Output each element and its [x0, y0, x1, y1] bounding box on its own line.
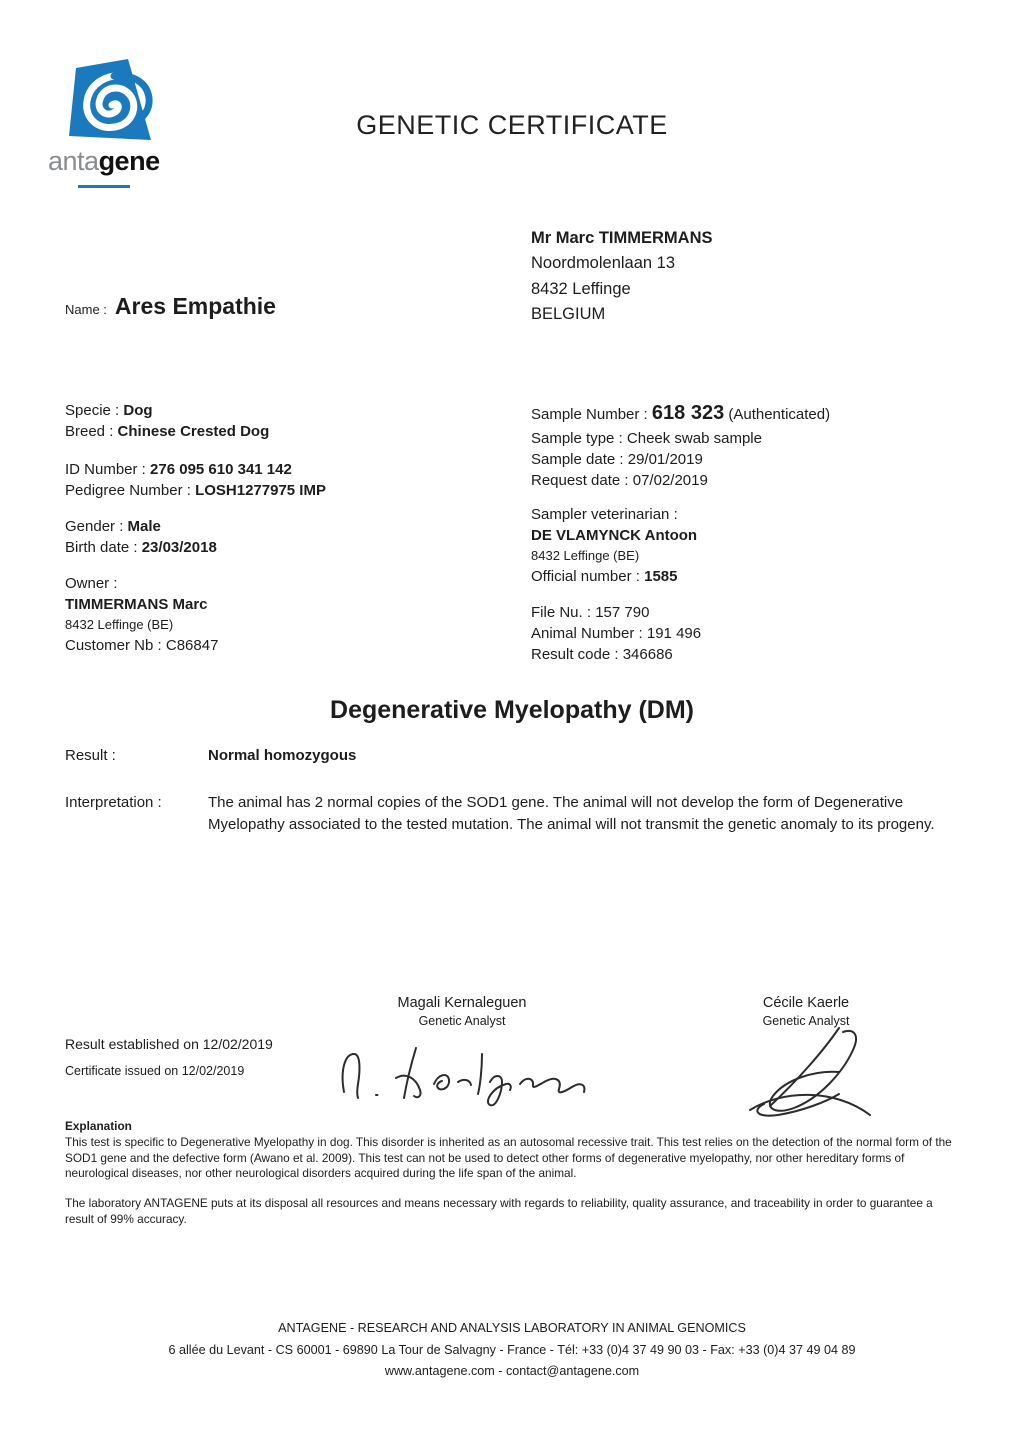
vet-city: 8432 Leffinge (BE) [531, 548, 640, 563]
owner-city-row [65, 615, 326, 635]
wordmark-gene: gene [98, 146, 160, 176]
customer-label: Customer Nb : [65, 637, 162, 654]
vet-name-row [531, 525, 830, 546]
vet-label: Sampler veterinarian : [531, 506, 678, 523]
analyst-1 [337, 995, 587, 1028]
birth-date-row [65, 537, 326, 558]
footer-address: 6 allée du Levant - CS 60001 - 69890 La Tour de Salvagny - France - Tél: +33 (0)4 37 49 90 03 - Fax: +33 (0)4 37 49 04 89 [168, 1342, 856, 1357]
sample-type-value: Cheek swab sample [626, 430, 762, 447]
request-date-label: Request date : [531, 472, 629, 489]
sample-authenticated: (Authenticated) [728, 406, 831, 423]
sample-number-row [531, 400, 830, 428]
file-number-value: 157 790 [595, 604, 650, 621]
recipient-city: 8432 Leffinge [531, 279, 631, 298]
explanation-paragraph-1: This test is specific to Degenerative Myelopathy in dog. This disorder is inherited as an autosomal recessive trait. This test relies on the detection of the normal form of the SOD1 gene and the defective form (Awano et al. 2009). This test can not be used to detect other forms of degenerative myelopathy, nor other hereditary forms of neurological diseases, nor other neurological disorders acquired during the life span of the animal. [65, 1134, 952, 1181]
footer [0, 1318, 1024, 1383]
sample-type-row [531, 428, 830, 449]
owner-name-row [65, 594, 326, 615]
antagene-wordmark [48, 146, 160, 177]
birth-date-value: 23/03/2018 [141, 539, 217, 556]
customer-value: C86847 [165, 637, 219, 654]
specie-label: Specie : [65, 402, 120, 419]
official-number-label: Official number : [531, 568, 640, 585]
interpretation-label: Interpretation : [65, 794, 162, 811]
sample-date-row [531, 449, 830, 470]
footer-lab-name: ANTAGENE - RESEARCH AND ANALYSIS LABORATORY IN ANIMAL GENOMICS [278, 1321, 746, 1335]
interpretation-text: The animal has 2 normal copies of the SOD1 gene. The animal will not develop the form of Degenerative Myelopathy associated to the tested mutation. The animal will not transmit the genetic anomaly to its progeny. [208, 794, 935, 833]
specie-value: Dog [123, 402, 153, 419]
vet-city-row [531, 546, 830, 566]
birth-date-label: Birth date : [65, 539, 138, 556]
wordmark-anta: anta [48, 146, 99, 176]
id-number-row [65, 459, 326, 480]
certificate-dates [65, 1036, 273, 1078]
recipient-address [531, 226, 713, 327]
recipient-name: Mr Marc TIMMERMANS [531, 229, 713, 247]
footer-contact: www.antagene.com - contact@antagene.com [384, 1364, 640, 1378]
vet-name: DE VLAMYNCK Antoon [531, 527, 698, 544]
request-date-value: 07/02/2019 [632, 472, 708, 489]
gender-row [65, 516, 326, 537]
result-value: Normal homozygous [208, 747, 357, 764]
vet-label-row [531, 504, 830, 525]
sample-date-label: Sample date : [531, 451, 624, 468]
animal-number-label: Animal Number : [531, 625, 643, 642]
result-code-value: 346686 [622, 646, 673, 663]
analyst-2-name: Cécile Kaerle [762, 995, 850, 1011]
result-code-label: Result code : [531, 646, 619, 663]
sample-number-value: 618 323 [651, 402, 725, 424]
analyst-2-signature [742, 1022, 887, 1117]
animal-number-row [531, 623, 830, 644]
explanation-section [65, 1119, 960, 1228]
id-number-label: ID Number : [65, 461, 146, 478]
file-number-row [531, 602, 830, 623]
result-row [65, 747, 356, 764]
document-title: GENETIC CERTIFICATE [356, 110, 668, 140]
explanation-heading: Explanation [65, 1119, 132, 1133]
name-label: Name : [65, 302, 107, 317]
breed-label: Breed : [65, 423, 114, 440]
analyst-1-signature [330, 1032, 600, 1110]
sample-number-label: Sample Number : [531, 406, 648, 423]
sample-details [531, 400, 830, 665]
recipient-street: Noordmolenlaan 13 [531, 254, 676, 273]
owner-city: 8432 Leffinge (BE) [65, 617, 174, 632]
file-number-label: File Nu. : [531, 604, 592, 621]
animal-name: Ares Empathie [114, 293, 276, 319]
gender-value: Male [127, 518, 161, 535]
certificate-issued-date: Certificate issued on 12/02/2019 [65, 1064, 245, 1078]
antagene-spiral-icon [52, 56, 172, 156]
breed-row [65, 421, 326, 442]
breed-value: Chinese Crested Dog [117, 423, 270, 440]
test-title: Degenerative Myelopathy (DM) [330, 696, 694, 724]
explanation-paragraph-2: The laboratory ANTAGENE puts at its disposal all resources and means necessary with regards to reliability, quality assurance, and traceability in order to guarantee a result of 99% accuracy. [65, 1196, 933, 1226]
result-code-row [531, 644, 830, 665]
request-date-row [531, 470, 830, 491]
pedigree-row [65, 480, 326, 501]
specie-row [65, 400, 326, 421]
analyst-1-role: Genetic Analyst [418, 1014, 506, 1028]
analyst-1-name: Magali Kernaleguen [397, 995, 527, 1011]
pedigree-value: LOSH1277975 IMP [195, 482, 326, 499]
owner-label: Owner : [65, 575, 118, 592]
result-label: Result : [65, 747, 116, 764]
customer-row [65, 635, 326, 656]
owner-label-row [65, 573, 326, 594]
official-number-row [531, 566, 830, 587]
gender-label: Gender : [65, 518, 124, 535]
interpretation-row [65, 792, 960, 835]
official-number-value: 1585 [644, 568, 678, 585]
sample-date-value: 29/01/2019 [627, 451, 703, 468]
sample-type-label: Sample type : [531, 430, 623, 447]
pedigree-label: Pedigree Number : [65, 482, 191, 499]
result-established-date: Result established on 12/02/2019 [65, 1036, 273, 1052]
animal-name-row [65, 293, 276, 320]
logo-underline [78, 185, 130, 188]
animal-number-value: 191 496 [646, 625, 702, 642]
id-number-value: 276 095 610 341 142 [150, 461, 292, 478]
animal-details [65, 400, 326, 656]
analyst-2-role: Genetic Analyst [762, 1014, 850, 1028]
recipient-country: BELGIUM [531, 304, 606, 323]
owner-name: TIMMERMANS Marc [65, 596, 208, 613]
